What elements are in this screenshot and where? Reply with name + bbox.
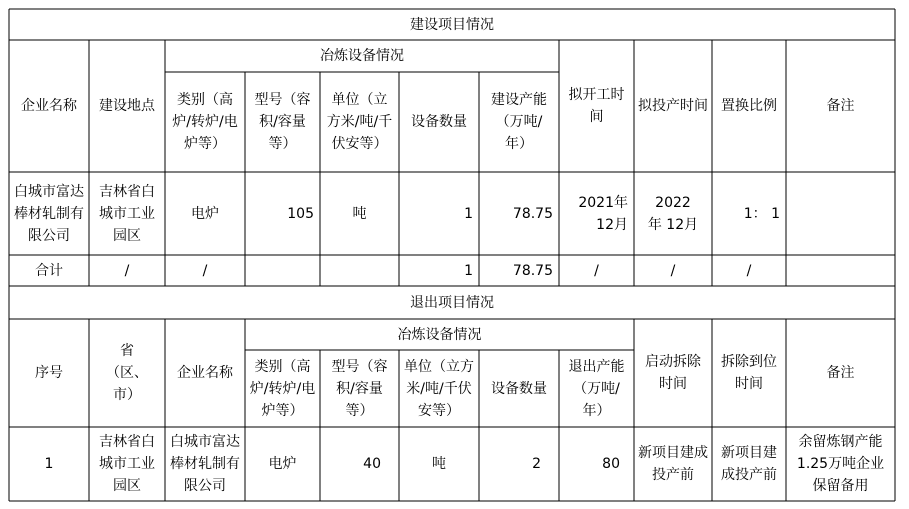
exit-row-category: 电炉: [268, 456, 297, 472]
total-start: /: [594, 262, 599, 279]
total-ratio: /: [746, 262, 752, 279]
exit-row-demolish-start: 新项目建成投产前: [638, 445, 708, 483]
exit-row-demolish-done: 新项目建成投产前: [721, 445, 777, 483]
build-smelt-header: 冶炼设备情况: [320, 48, 404, 64]
exit-smelt-header: 冶炼设备情况: [397, 326, 482, 343]
exit-header-count: 设备数量: [491, 380, 547, 397]
build-header-count: 设备数量: [411, 114, 467, 130]
build-row-company: 白城市富达棒材轧制有限公司: [14, 183, 84, 244]
exit-row-province: 吉林省白城市工业园区: [99, 434, 155, 494]
exit-section-title: 退出项目情况: [410, 294, 494, 311]
exit-header-model: 型号（容积/容量等）: [331, 358, 388, 419]
build-row-count: 1: [464, 205, 473, 222]
exit-header-seq: 序号: [35, 365, 63, 381]
build-row-ratio: 1： 1: [743, 205, 780, 222]
build-header-capacity: 建设产能（万吨/年）: [491, 92, 547, 152]
exit-header-unit: 单位（立方米/吨/千伏安等）: [404, 358, 474, 419]
build-row-note: [786, 172, 895, 255]
exit-header-demolish-done: 拆除到位时间: [721, 354, 777, 392]
build-row-production: 2022 年 12月: [647, 194, 699, 233]
build-header-location: 建设地点: [99, 98, 155, 114]
total-count: 1: [464, 262, 473, 279]
build-header-unit: 单位（立方米/吨/千伏安等）: [326, 92, 393, 152]
total-capacity: 78.75: [512, 262, 553, 279]
exit-header-category: 类别（高炉/转炉/电炉等）: [249, 358, 316, 419]
exit-row-note: 余留炼钢产能1.25万吨企业保留备用: [796, 434, 885, 494]
build-row-start: 2021年12月: [578, 194, 628, 233]
build-header-start: 拟开工时间: [568, 87, 625, 125]
total-production: /: [670, 262, 676, 279]
build-section-title: 建设项目情况: [410, 16, 494, 33]
exit-header-demolish-start: 启动拆除时间: [645, 354, 701, 392]
exit-row-company: 白城市富达棒材轧制有限公司: [170, 434, 240, 494]
exit-header-capacity: 退出产能（万吨/年）: [568, 358, 625, 419]
build-header-company: 企业名称: [21, 98, 77, 114]
exit-row-seq: 1: [44, 456, 54, 472]
total-category: /: [202, 262, 208, 279]
total-location: /: [124, 262, 130, 279]
total-label: 合计: [35, 262, 63, 279]
exit-header-company: 企业名称: [177, 365, 233, 381]
build-row-location: 吉林省白城市工业园区: [99, 183, 155, 244]
build-row-unit: 吨: [352, 205, 367, 222]
exit-row-capacity: 80: [602, 456, 620, 472]
build-header-production: 拟投产时间: [638, 98, 708, 114]
exit-row-model: 40: [363, 456, 381, 472]
build-header-category: 类别（高炉/转炉/电炉等）: [172, 92, 238, 152]
build-header-note: 备注: [826, 98, 855, 114]
exit-row-count: 2: [532, 456, 541, 472]
build-row-category: 电炉: [191, 205, 219, 222]
build-header-model: 型号（容积/容量等）: [254, 92, 311, 152]
exit-header-note: 备注: [826, 365, 855, 381]
build-row-model: 105: [287, 205, 314, 222]
exit-row-unit: 吨: [432, 456, 446, 472]
exit-header-province: 省（区、市）: [106, 343, 148, 403]
build-row-capacity: 78.75: [512, 205, 553, 222]
build-header-ratio: 置换比例: [721, 98, 777, 114]
